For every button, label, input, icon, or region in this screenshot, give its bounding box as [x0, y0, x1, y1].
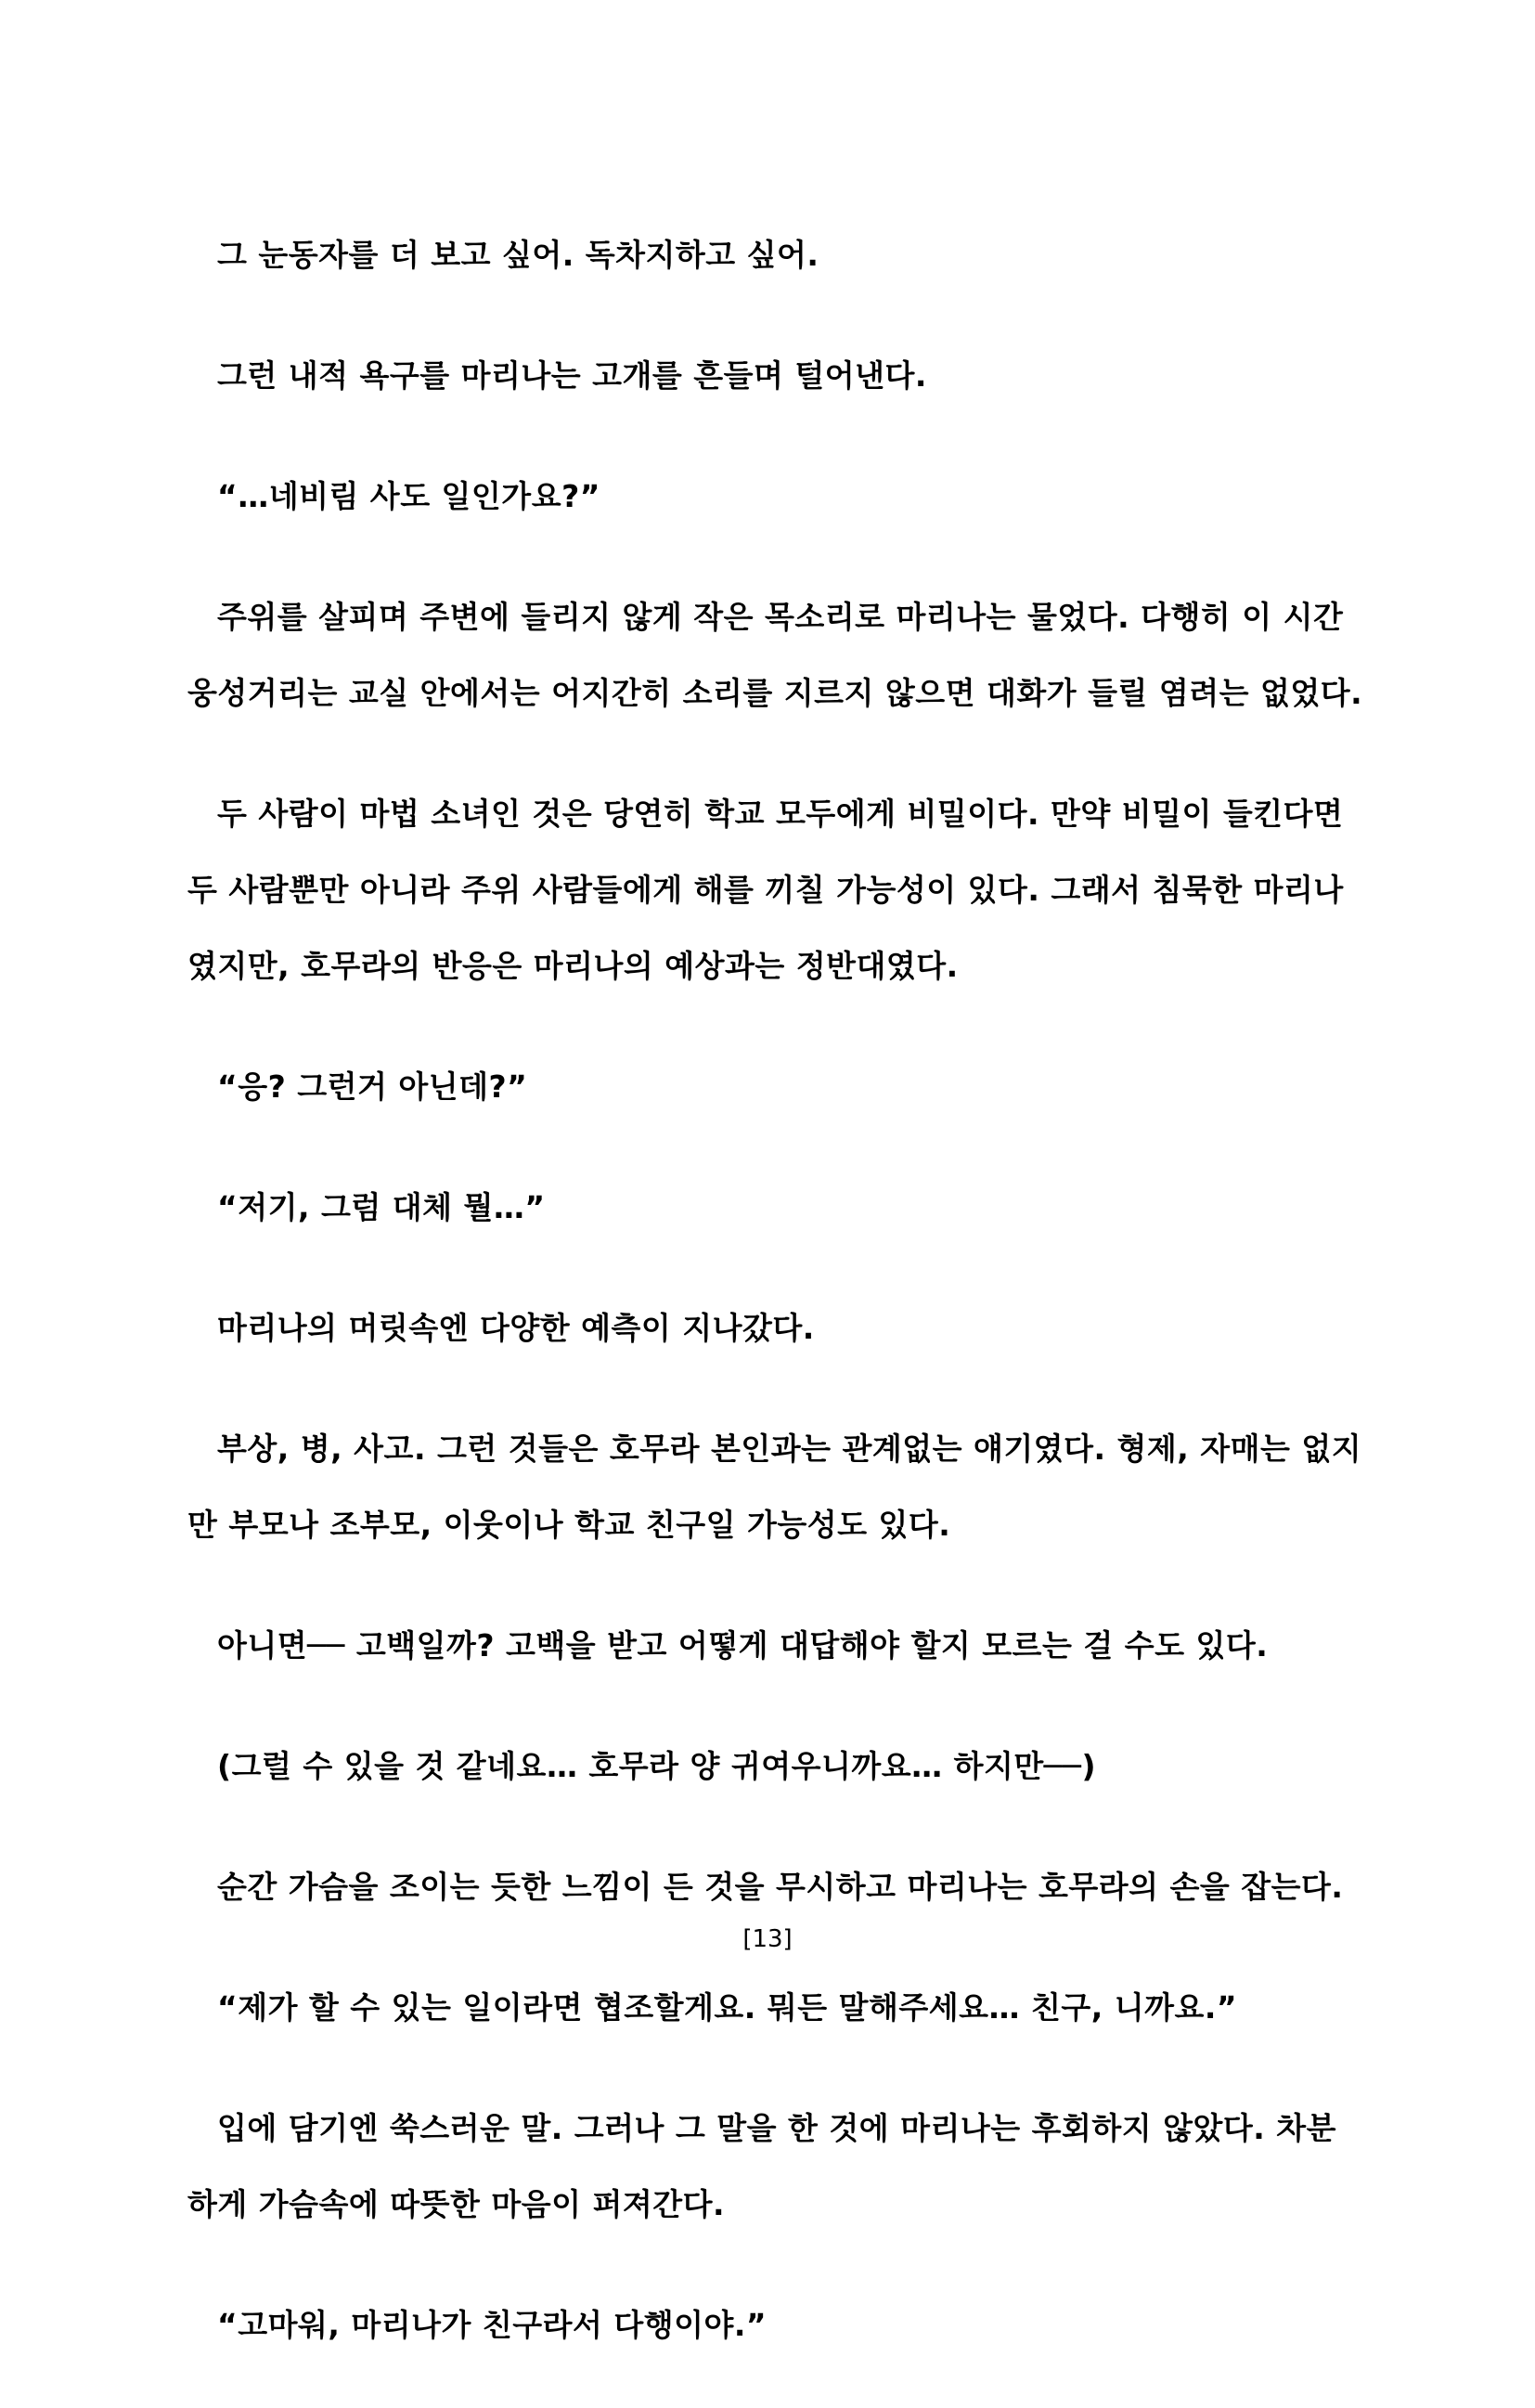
text-line: 두 사람뿐만 아니라 주위 사람들에게 해를 끼칠 가능성이 있다. 그래서 침묵한 마리나 — [187, 872, 1344, 908]
paragraph — [187, 1849, 1364, 1925]
text-line: 웅성거리는 교실 안에서는 어지간히 소리를 지르지 않으면 대화가 들릴 염려는 없었다. — [187, 675, 1363, 711]
text-line: (그럴 수 있을 것 같네요… 호무라 양 귀여우니까요… 하지만──) — [217, 1748, 1097, 1784]
text-line: 그런 내적 욕구를 마리나는 고개를 흔들며 털어낸다. — [217, 357, 927, 394]
text-line: 마리나의 머릿속엔 다양한 예측이 지나갔다. — [217, 1310, 815, 1346]
text-line: “제가 할 수 있는 일이라면 협조할게요. 뭐든 말해주세요… 친구, 니까요.” — [217, 1989, 1238, 2026]
body-text — [187, 217, 1364, 2408]
paragraph — [187, 1049, 1364, 1125]
text-line: 아니면── 고백일까? 고백을 받고 어떻게 대답해야 할지 모르는 걸 수도 있다. — [217, 1627, 1269, 1664]
paragraph — [187, 776, 1364, 1004]
page-number: [13] — [742, 1925, 793, 1953]
paragraph — [187, 338, 1364, 414]
text-line: 주위를 살피며 주변에 들리지 않게 작은 목소리로 마리나는 물었다. 다행히 이 시간 — [217, 599, 1344, 635]
text-line: 하게 가슴속에 따뜻한 마음이 퍼져간다. — [187, 2186, 726, 2222]
paragraph — [187, 1608, 1364, 1684]
text-line: 부상, 병, 사고. 그런 것들은 호무라 본인과는 관계없는 얘기였다. 형제, 자매는 없지 — [217, 1431, 1362, 1467]
text-line: 만 부모나 조부모, 이웃이나 학교 친구일 가능성도 있다. — [187, 1507, 951, 1543]
paragraph — [187, 1170, 1364, 1246]
paragraph — [187, 579, 1364, 731]
paragraph — [187, 1411, 1364, 1563]
paragraph — [187, 2287, 1364, 2363]
paragraph — [187, 217, 1364, 293]
text-line: “응? 그런거 아닌데?” — [217, 1068, 528, 1105]
text-line: 였지만, 호무라의 반응은 마리나의 예상과는 정반대였다. — [187, 948, 959, 984]
text-line: 그 눈동자를 더 보고 싶어. 독차지하고 싶어. — [217, 237, 819, 273]
paragraph — [187, 2091, 1364, 2243]
text-line: 입에 담기엔 쑥스러운 말. 그러나 그 말을 한 것에 마리나는 후회하지 않았다. 차분 — [217, 2110, 1337, 2146]
text-line: 두 사람이 마법 소녀인 것은 당연히 학교 모두에게 비밀이다. 만약 비밀이 들킨다면 — [217, 796, 1344, 832]
text-line: “…네비림 사도 일인가요?” — [217, 478, 600, 514]
text-line: “고마워, 마리나가 친구라서 다행이야.” — [217, 2307, 768, 2343]
paragraph — [187, 1290, 1364, 1366]
text-line: 순간 가슴을 조이는 듯한 느낌이 든 것을 무시하고 마리나는 호무라의 손을 잡는다. — [217, 1869, 1344, 1905]
paragraph — [187, 1970, 1364, 2046]
text-line: “저기, 그럼 대체 뭘…” — [217, 1189, 546, 1225]
paragraph — [187, 1728, 1364, 1805]
paragraph — [187, 459, 1364, 535]
